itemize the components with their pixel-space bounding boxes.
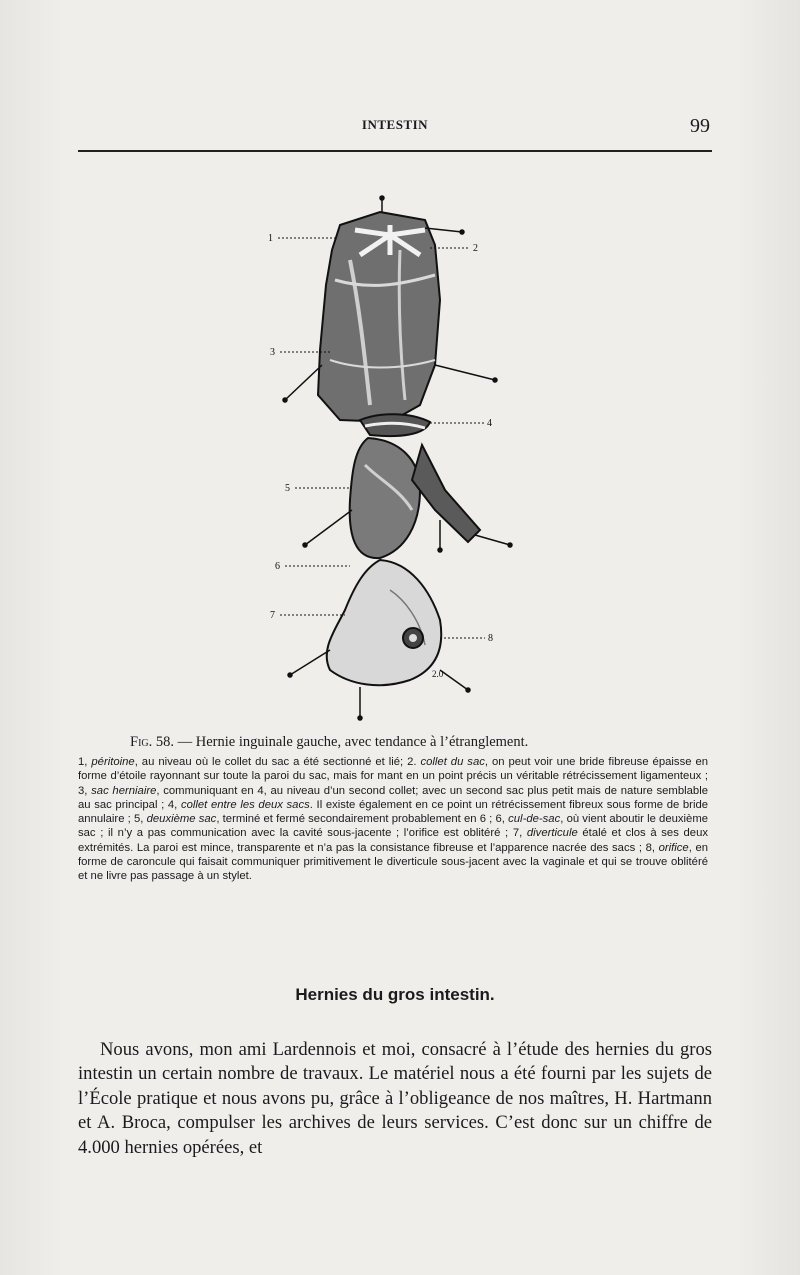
- legend-number: 4,: [167, 798, 181, 811]
- legend-number: 1,: [78, 756, 92, 768]
- figure-caption: [130, 734, 730, 751]
- side-tube: [412, 445, 480, 542]
- page-number: 99: [690, 115, 710, 137]
- figure-legend: [78, 755, 708, 884]
- legend-term: péritoine: [91, 756, 135, 768]
- figure-label-5: 5: [285, 483, 290, 494]
- diverticule: [327, 560, 442, 685]
- legend-number: 2.: [407, 756, 421, 768]
- legend-term: collet du sac: [420, 756, 485, 768]
- legend-description: , en forme de caroncule qui faisait communiquer primitivement le diverticule sous-jacent avec la vaginale et qui se trouve oblitéré et ne livre pas passage à un stylet.: [78, 841, 709, 883]
- legend-term: cul-de-sac: [508, 813, 561, 826]
- legend-description: étalé et clos à ses deux extrémités. La paroi est mince, transparente et n’a pas la consistance fibreuse et l’apparence nacrée des sacs ;: [78, 827, 709, 854]
- running-head: INTESTIN: [361, 117, 429, 132]
- figure-label-2: 2: [473, 243, 478, 254]
- legend-description: , communiquant en 4, au niveau d’un second collet; avec un second sac plus petit mais de nature semblable au sac principal ;: [78, 784, 708, 811]
- legend-description: , on peut voir une bride fibreuse épaisse en forme d’étoile rayonnant sur toute la paroi du sac, mais for mant en un point précis un véritable rétrécissement ligamenteux ;: [78, 756, 709, 783]
- section-heading: Hernies du gros intestin.: [295, 985, 495, 1004]
- legend-description: , terminé et fermé secondairement probablement en 6 ;: [216, 813, 496, 826]
- legend-description: . Il existe également en ce point un rétrécissement fibreux sous forme de bride annulaire ;: [78, 798, 709, 826]
- legend-number: 5,: [133, 813, 147, 826]
- second-sac: [350, 438, 420, 558]
- legend-number: 8,: [645, 841, 659, 854]
- caption-text: — Hernie inguinale gauche, avec tendance à l’étranglement.: [174, 734, 529, 750]
- figure-label-8: 8: [488, 633, 493, 644]
- legend-description: , au niveau où le collet du sac a été sectionné et lié;: [134, 756, 408, 768]
- figure-label-3: 3: [270, 347, 275, 358]
- figure-label-6: 6: [275, 561, 280, 572]
- legend-term: collet entre les deux sacs: [180, 798, 310, 811]
- figure-corner-mark: 2.0: [432, 669, 444, 679]
- body-paragraph: Nous avons, mon ami Lardennois et moi, consacré à l’étude des hernies du gros intestin un certain nombre de travaux. Le matériel nous a été fourni par les sujets de l’École pratique et nous avons pu, grâce à l’obligeance de nos maîtres, H. Hartmann et A. Broca, compulser les archives de leurs services. C’est donc sur un chiffre de 4.000 hernies opérées, et: [78, 1039, 712, 1158]
- header-rule: [78, 150, 712, 152]
- hernia-illustration: [240, 190, 530, 730]
- legend-term: sac herniaire: [91, 784, 157, 797]
- legend-description: , où vient aboutir le deuxième sac ; il n’y a pas communication avec la cavité sous-jacente ; l’orifice est oblitéré ;: [78, 813, 709, 840]
- legend-number: 6,: [495, 813, 509, 826]
- legend-number: 7,: [512, 827, 527, 840]
- figure-label-4: 4: [487, 418, 492, 429]
- figure-label-1: 1: [268, 233, 273, 244]
- legend-term: orifice: [658, 841, 689, 854]
- legend-number: 3,: [78, 784, 92, 797]
- legend-term: deuxième sac: [146, 813, 217, 826]
- figure-number: Fig. 58.: [130, 734, 174, 750]
- figure-label-7: 7: [270, 610, 275, 621]
- legend-term: diverticule: [526, 827, 578, 840]
